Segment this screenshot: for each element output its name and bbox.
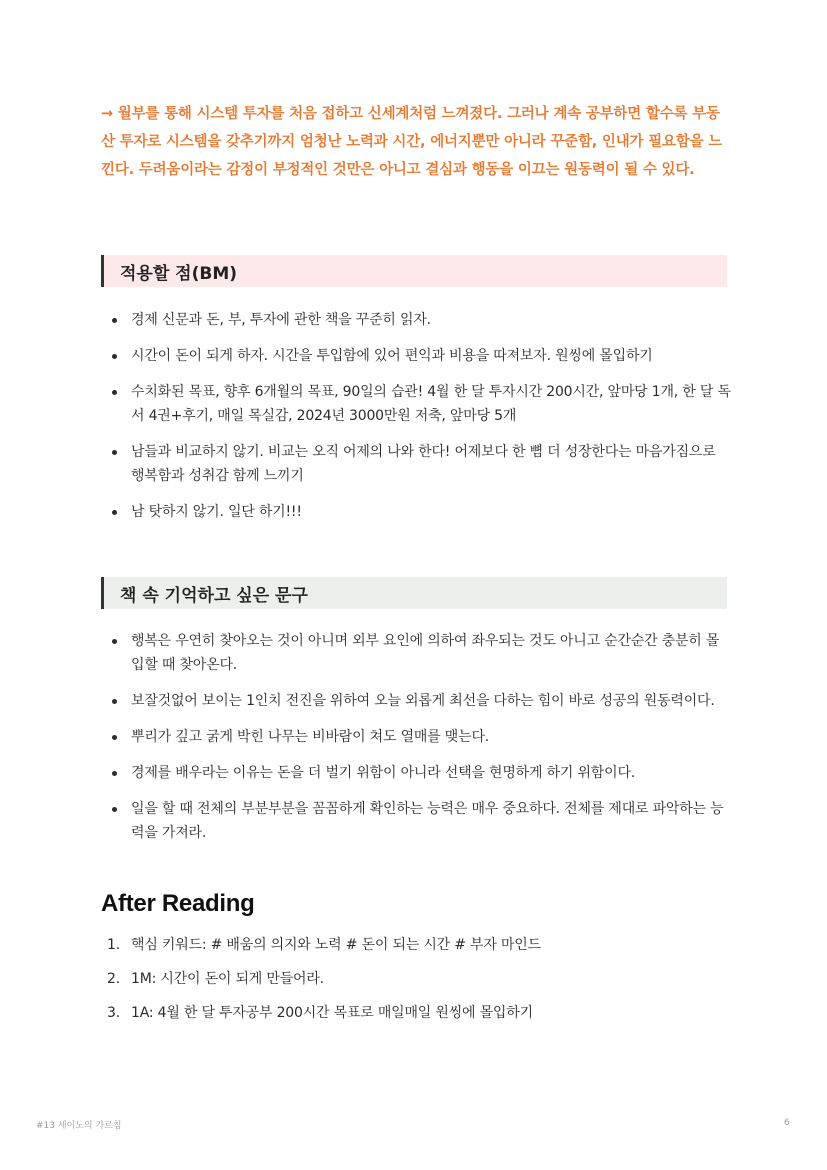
bullet-dot-icon: [112, 510, 117, 515]
footer-page-number: 6: [784, 1118, 790, 1128]
section-header-apply: 적용할 점(BM): [101, 255, 727, 287]
list-item: [101, 500, 731, 524]
apply-list: [101, 308, 731, 536]
list-item-text: 행복은 우연히 찾아오는 것이 아니며 외부 요인에 의하여 좌우되는 것도 아니고 순간순간 충분히 몰입할 때 찾아온다.: [131, 633, 720, 673]
after-reading-title: After Reading: [101, 890, 255, 917]
list-item: [101, 761, 731, 785]
list-item-text: 뿌리가 깊고 굵게 박힌 나무는 비바람이 쳐도 열매를 맺는다.: [131, 729, 490, 745]
list-item: [101, 689, 731, 713]
list-item-text: 1M: 시간이 돈이 되게 만들어라.: [131, 971, 324, 987]
bullet-dot-icon: [112, 639, 117, 644]
bullet-dot-icon: [112, 807, 117, 812]
bullet-dot-icon: [112, 390, 117, 395]
bullet-dot-icon: [112, 735, 117, 740]
highlight-paragraph: → 월부를 통해 시스템 투자를 처음 접하고 신세계처럼 느껴졌다. 그러나 계속 공부하면 할수록 부동산 투자로 시스템을 갖추기까지 엄청난 노력과 시간, 에너지뿐만 아니라 꾸준함, 인내가 필요함을 느낀다. 두려움이라는 감정이 부정적인 것만은 아니고 결심과 행동을 이끄는 원동력이 될 수 있다.: [101, 106, 723, 178]
list-number: 3.: [107, 1005, 120, 1021]
list-item: [101, 380, 731, 428]
list-item: [101, 933, 731, 957]
list-item-text: 경제를 배우라는 이유는 돈을 더 벌기 위함이 아니라 선택을 현명하게 하기 위함이다.: [131, 765, 636, 781]
bullet-dot-icon: [112, 450, 117, 455]
list-item-text: 보잘것없어 보이는 1인치 전진을 위하여 오늘 외롭게 최선을 다하는 힘이 바로 성공의 원동력이다.: [131, 693, 715, 709]
list-item: [101, 629, 731, 677]
list-item: [101, 967, 731, 991]
list-item-text: 시간이 돈이 되게 하자. 시간을 투입함에 있어 편익과 비용을 따져보자. 원씽에 몰입하기: [131, 348, 653, 364]
list-item: [101, 344, 731, 368]
bullet-dot-icon: [112, 354, 117, 359]
list-item: [101, 308, 731, 332]
footer-document-title: #13 세이노의 가르침: [36, 1121, 122, 1131]
quotes-list: [101, 629, 731, 857]
list-item-text: 수치화된 목표, 향후 6개월의 목표, 90일의 습관! 4월 한 달 투자시간 200시간, 앞마당 1개, 한 달 독서 4권+후기, 매일 목실감, 2024년 3000만원 저축, 앞마당 5개: [131, 384, 731, 424]
list-item: [101, 1001, 731, 1025]
list-item-text: 남 탓하지 않기. 일단 하기!!!: [131, 504, 302, 520]
list-item-text: 남들과 비교하지 않기. 비교는 오직 어제의 나와 한다! 어제보다 한 뼘 더 성장한다는 마음가짐으로 행복함과 성취감 함께 느끼기: [131, 444, 716, 484]
list-item-text: 일을 할 때 전체의 부분부분을 꼼꼼하게 확인하는 능력은 매우 중요하다. 전체를 제대로 파악하는 능력을 가져라.: [131, 801, 724, 841]
list-number: 2.: [107, 971, 120, 987]
after-reading-list: [101, 933, 731, 1035]
list-item-text: 핵심 키워드: # 배움의 의지와 노력 # 돈이 되는 시간 # 부자 마인드: [131, 937, 541, 953]
list-item: [101, 725, 731, 749]
list-item: [101, 797, 731, 845]
list-item-text: 1A: 4월 한 달 투자공부 200시간 목표로 매일매일 원씽에 몰입하기: [131, 1005, 533, 1021]
section-header-quotes: 책 속 기억하고 싶은 문구: [101, 577, 727, 609]
bullet-dot-icon: [112, 318, 117, 323]
list-item-text: 경제 신문과 돈, 부, 투자에 관한 책을 꾸준히 읽자.: [131, 312, 431, 328]
bullet-dot-icon: [112, 771, 117, 776]
bullet-dot-icon: [112, 699, 117, 704]
list-item: [101, 440, 731, 488]
list-number: 1.: [107, 937, 120, 953]
